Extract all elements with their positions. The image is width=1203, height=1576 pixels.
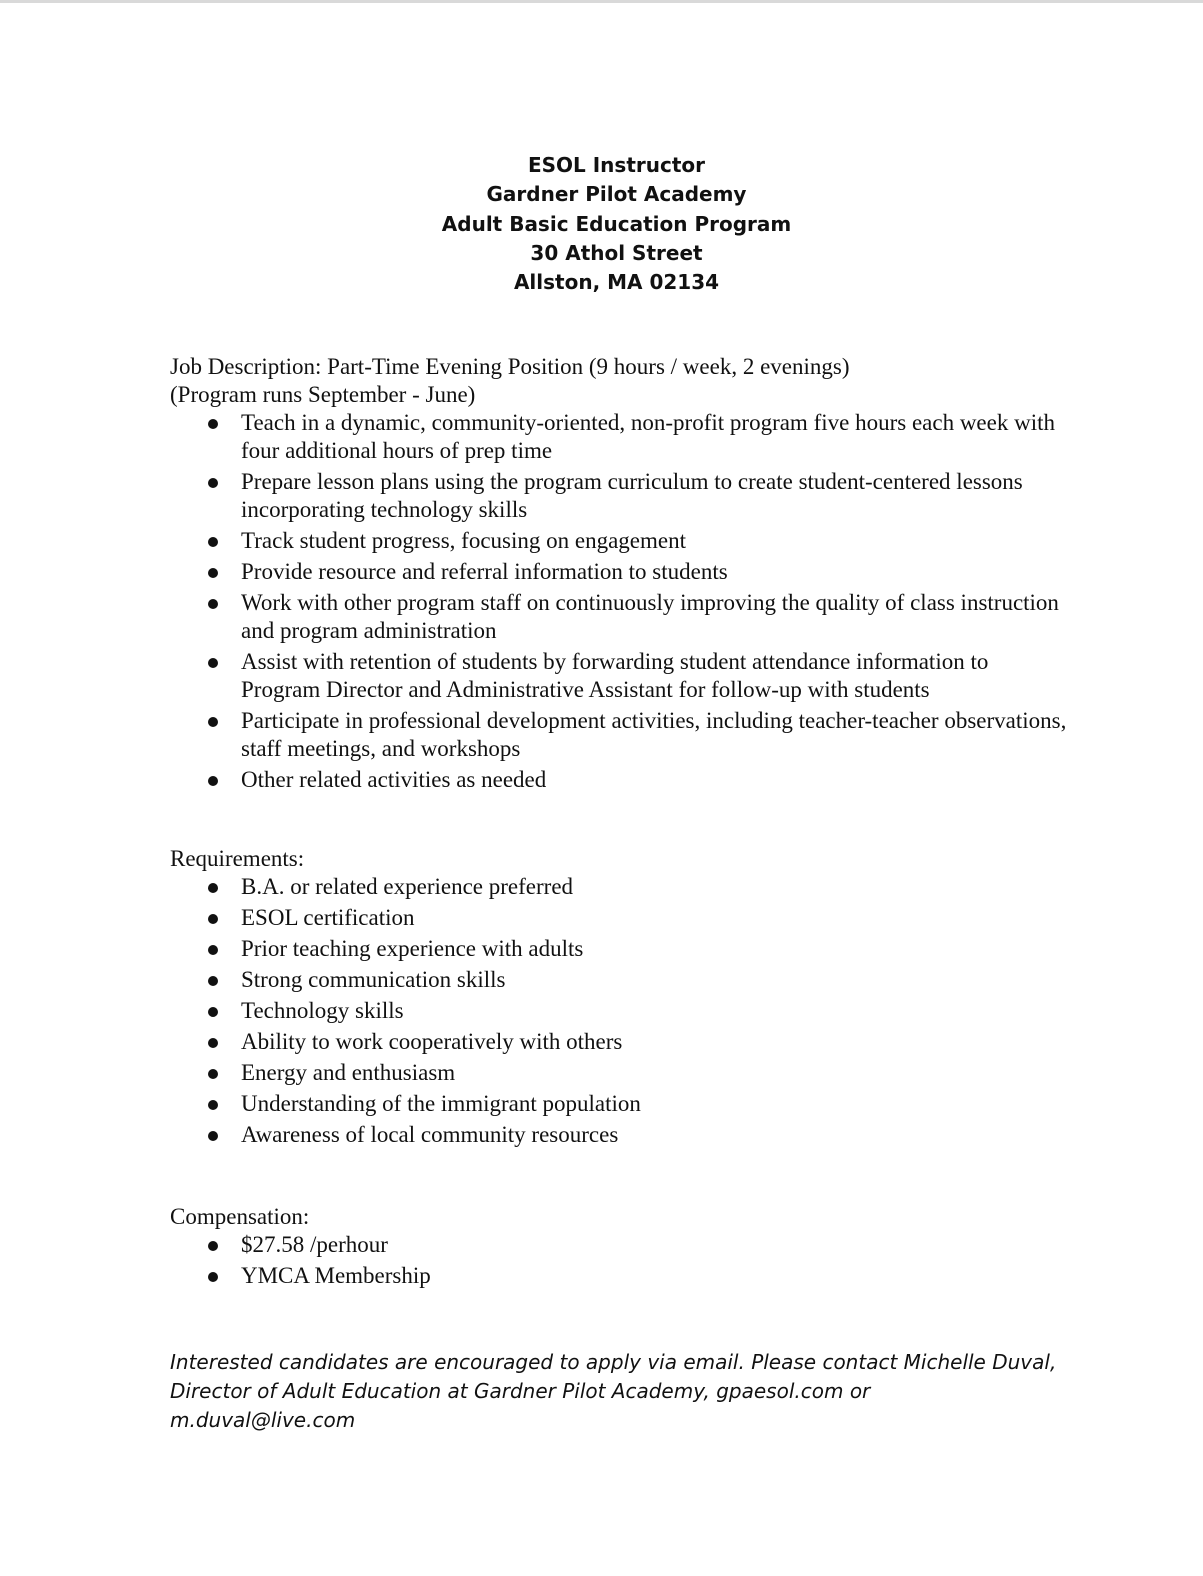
list-item: Participate in professional development activities, including teacher-teacher observations, staff meetings, and workshops xyxy=(170,707,1070,763)
list-item: Understanding of the immigrant population xyxy=(170,1090,1070,1118)
job-duties-list xyxy=(170,409,1070,794)
list-item: Ability to work cooperatively with others xyxy=(170,1028,1070,1056)
list-item: Prior teaching experience with adults xyxy=(170,935,1070,963)
application-note-line: m.duval@live.com xyxy=(170,1408,356,1432)
requirements-list xyxy=(170,873,1070,1149)
list-item: Provide resource and referral information to students xyxy=(170,558,1070,586)
street-address: 30 Athol Street xyxy=(530,240,703,265)
list-item: Track student progress, focusing on engagement xyxy=(170,527,1070,555)
requirements-heading: Requirements: xyxy=(170,846,305,871)
list-item: Energy and enthusiasm xyxy=(170,1059,1070,1087)
requirements-section xyxy=(170,845,1070,1152)
list-item: $27.58 /perhour xyxy=(170,1231,1070,1259)
job-title: ESOL Instructor xyxy=(527,153,706,177)
compensation-heading: Compensation: xyxy=(170,1204,310,1229)
application-note-line: Director of Adult Education at Gardner Pilot Academy, gpaesol.com or xyxy=(170,1379,871,1403)
organization-name: Gardner Pilot Academy xyxy=(486,182,747,207)
compensation-section xyxy=(170,1203,1070,1293)
list-item: Strong communication skills xyxy=(170,966,1070,994)
list-item: ESOL certification xyxy=(170,904,1070,932)
application-note-line: Interested candidates are encouraged to apply via email. Please contact Michelle Duval, xyxy=(170,1350,1057,1374)
list-item: B.A. or related experience preferred xyxy=(170,873,1070,901)
document-header xyxy=(0,151,1203,297)
job-description-heading: Job Description: Part-Time Evening Position (9 hours / week, 2 evenings) xyxy=(170,354,850,379)
program-name: Adult Basic Education Program xyxy=(441,211,792,236)
list-item: Prepare lesson plans using the program curriculum to create student-centered lessons incorporating technology skills xyxy=(170,468,1070,524)
list-item: Work with other program staff on continuously improving the quality of class instruction and program administration xyxy=(170,589,1070,645)
application-note xyxy=(170,1348,1070,1435)
list-item: YMCA Membership xyxy=(170,1262,1070,1290)
program-duration: (Program runs September - June) xyxy=(170,382,476,407)
list-item: Other related activities as needed xyxy=(170,766,1070,794)
job-description-section xyxy=(170,353,1070,797)
compensation-list xyxy=(170,1231,1070,1290)
list-item: Teach in a dynamic, community-oriented, non-profit program five hours each week with four additional hours of prep time xyxy=(170,409,1070,465)
list-item: Technology skills xyxy=(170,997,1070,1025)
city-state-zip: Allston, MA 02134 xyxy=(513,270,720,295)
list-item: Awareness of local community resources xyxy=(170,1121,1070,1149)
list-item: Assist with retention of students by forwarding student attendance information to Program Director and Administrative Assistant for follow-up with students xyxy=(170,648,1070,704)
